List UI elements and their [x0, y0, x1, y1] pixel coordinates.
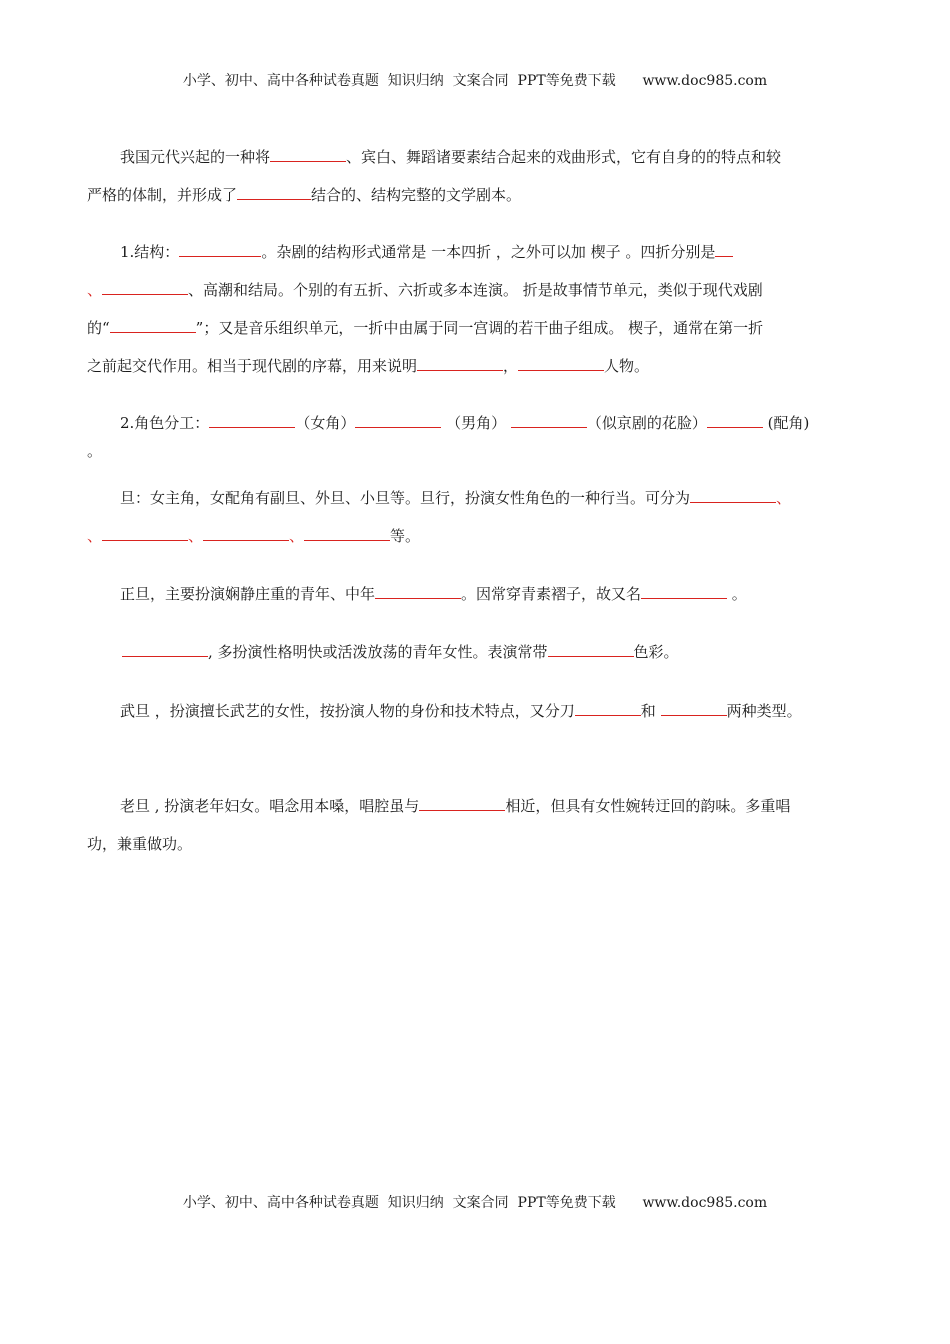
page-footer: 小学、初中、高中各种试卷真题 知识归纳 文案合同 PPT等免费下载 www.doc985.com: [182, 1195, 768, 1211]
text-segment: 旦：女主角，女配角有副旦、外旦、小旦等。旦行，扮演女性角色的一种行当。可分为: [120, 489, 691, 507]
roles-line-2: 。: [87, 442, 103, 460]
blank-field[interactable]: [209, 413, 295, 428]
page-header: 小学、初中、高中各种试卷真题 知识归纳 文案合同 PPT等免费下载 www.doc985.com: [182, 73, 768, 89]
text-segment: 相近，但具有女性婉转迂回的韵味。多重唱: [505, 797, 791, 815]
text-segment: （女角）: [295, 414, 356, 432]
text-segment: 2.角色分工：: [120, 414, 210, 432]
text-segment: 色彩。: [633, 643, 679, 661]
dan-line-1: [120, 488, 791, 508]
blank-field[interactable]: [511, 413, 587, 428]
blank-field[interactable]: [715, 242, 733, 257]
text-segment: , 多扮演性格明快或活泼放荡的青年女性。表演常带: [208, 643, 548, 661]
intro-line-2: [87, 185, 521, 205]
text-segment: 之前起交代作用。相当于现代剧的序幕，用来说明: [87, 357, 418, 375]
text-segment: 两种类型。: [726, 702, 802, 720]
text-segment: 。杂剧的结构形式通常是 一本四折 ，之外可以加 楔子 。四折分别是: [261, 243, 716, 261]
text-segment: 结合的、结构完整的文学剧本。: [311, 186, 522, 204]
structure-line-4: [87, 356, 649, 376]
text-segment: 、高潮和结局。个别的有五折、六折或多本连演。 折是故事情节单元，类似于现代戏剧: [188, 281, 763, 299]
text-segment: 、宾白、舞蹈诸要素结合起来的戏曲形式，它有自身的的特点和较: [346, 148, 782, 166]
text-segment: 。: [727, 585, 747, 603]
text-segment: 、: [776, 489, 792, 507]
laodan-line-1: [120, 796, 790, 816]
blank-field[interactable]: [518, 356, 604, 371]
blank-field[interactable]: [661, 701, 727, 716]
text-segment: 1.结构：: [120, 243, 180, 261]
blank-field[interactable]: [690, 488, 776, 503]
structure-line-1: [120, 242, 733, 262]
text-segment: 人物。: [604, 357, 650, 375]
blank-field[interactable]: [237, 185, 311, 200]
text-segment: (配角): [762, 414, 810, 432]
intro-line-1: [120, 147, 781, 167]
huadan-line: [122, 642, 679, 662]
blank-field[interactable]: [417, 356, 503, 371]
blank-field[interactable]: [375, 584, 461, 599]
structure-line-3: [87, 318, 763, 338]
text-segment: ”；又是音乐组织单元，一折中由属于同一宫调的若干曲子组成。 楔子，通常在第一折: [195, 319, 764, 337]
blank-field[interactable]: [641, 584, 727, 599]
blank-field[interactable]: [110, 318, 196, 333]
text-segment: 和: [640, 702, 661, 720]
text-segment: 武旦 ，扮演擅长武艺的女性，按扮演人物的身份和技术特点，又分刀: [120, 702, 575, 720]
text-segment: 等。: [390, 527, 421, 545]
text-segment: 、: [87, 281, 103, 299]
text-segment: （似京剧的花脸）: [586, 414, 707, 432]
blank-field[interactable]: [355, 413, 441, 428]
text-segment: 严格的体制，并形成了: [87, 186, 238, 204]
text-segment: 。因常穿青素褶子，故又名: [461, 585, 642, 603]
blank-field[interactable]: [707, 413, 763, 428]
laodan-line-2: 功，兼重做功。: [87, 835, 193, 853]
roles-line-1: [120, 413, 809, 433]
text-segment: 正旦，主要扮演娴静庄重的青年、中年: [120, 585, 376, 603]
text-segment: 、: [87, 527, 103, 545]
blank-field[interactable]: [304, 526, 390, 541]
blank-field[interactable]: [548, 642, 634, 657]
blank-field[interactable]: [122, 642, 208, 657]
text-segment: 的“: [87, 319, 110, 337]
text-segment: 、: [188, 527, 204, 545]
wudan-line: [120, 701, 802, 721]
blank-field[interactable]: [419, 796, 505, 811]
blank-field[interactable]: [102, 280, 188, 295]
blank-field[interactable]: [102, 526, 188, 541]
text-segment: 我国元代兴起的一种将: [120, 148, 271, 166]
structure-line-2: [87, 280, 763, 300]
text-segment: ，: [503, 357, 519, 375]
dan-line-2: [87, 526, 420, 546]
text-segment: 、: [289, 527, 305, 545]
zhengdan-line: [120, 584, 747, 604]
blank-field[interactable]: [270, 147, 346, 162]
blank-field[interactable]: [203, 526, 289, 541]
text-segment: （男角）: [441, 414, 511, 432]
blank-field[interactable]: [575, 701, 641, 716]
blank-field[interactable]: [179, 242, 261, 257]
text-segment: 老旦 , 扮演老年妇女。唱念用本嗓，唱腔虽与: [120, 797, 420, 815]
